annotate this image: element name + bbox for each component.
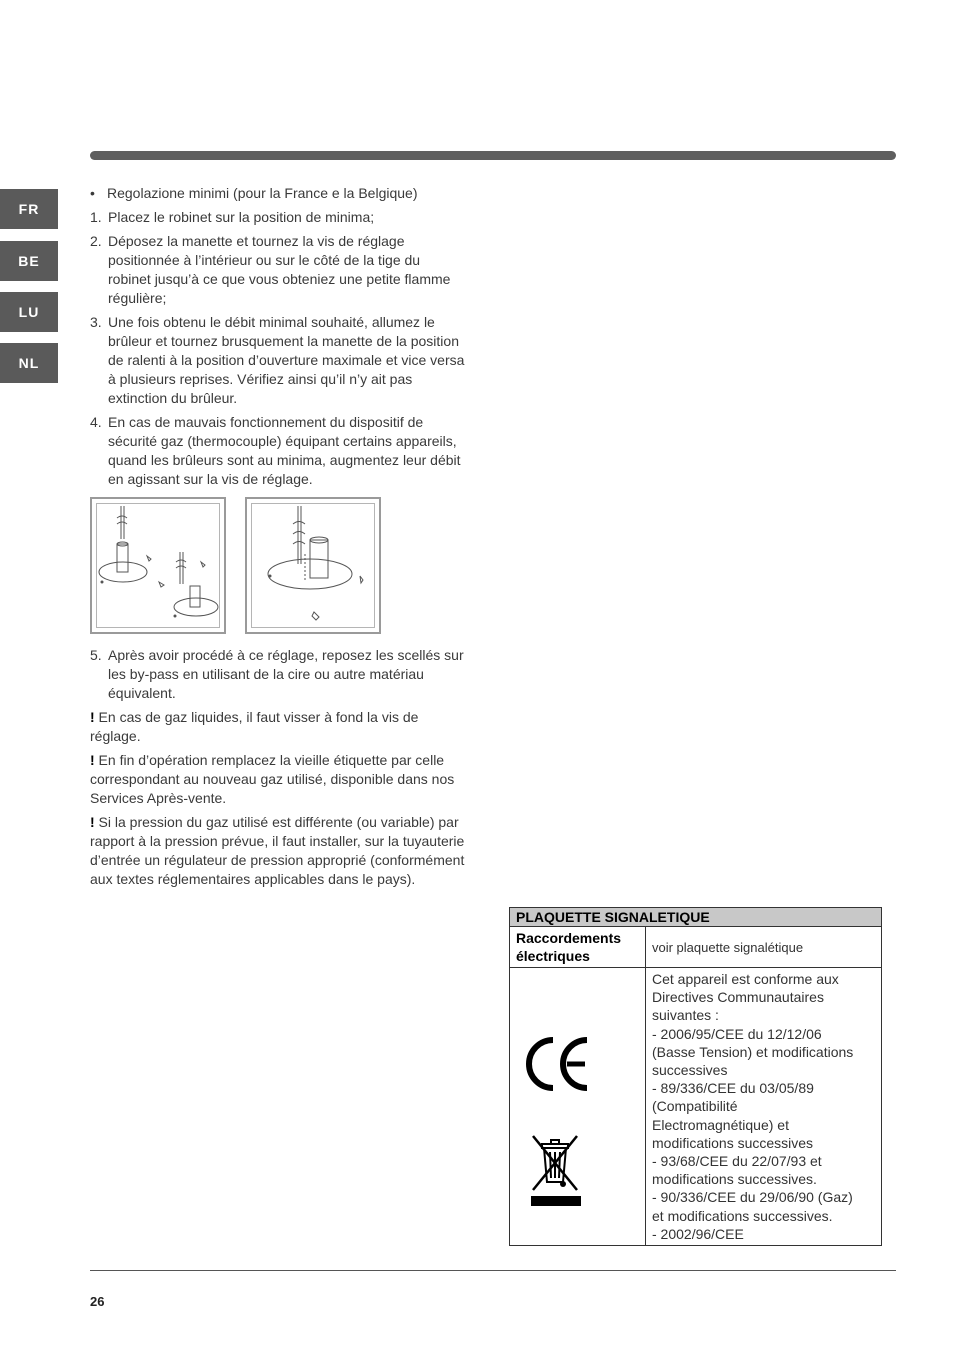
note-liquid-gas bbox=[90, 708, 465, 746]
lang-tab-fr[interactable]: FR bbox=[0, 189, 58, 229]
plate-title: PLAQUETTE SIGNALETIQUE bbox=[510, 908, 882, 927]
compliance-line: et modifications successives. bbox=[652, 1207, 833, 1224]
compliance-line: suivantes : bbox=[652, 1007, 719, 1024]
step-2 bbox=[90, 232, 465, 308]
intro-text: Regolazione minimi (pour la France e la Belgique) bbox=[107, 185, 418, 201]
step-4 bbox=[90, 413, 465, 489]
electrical-label-1: Raccordements bbox=[516, 930, 622, 946]
step-number: 3. bbox=[90, 314, 102, 330]
ce-mark-icon bbox=[523, 1034, 593, 1094]
step-number: 5. bbox=[90, 647, 102, 663]
compliance-line: - 89/336/CEE du 03/05/89 bbox=[652, 1080, 814, 1097]
note-label bbox=[90, 751, 465, 808]
note-pressure bbox=[90, 813, 465, 889]
step-text: En cas de mauvais fonctionnement du dispositif de sécurité gaz (thermocouple) équipant certains appareils, quand les brûleurs sont au minima, augmentez leur débit en agissant sur la vis de réglage. bbox=[108, 414, 461, 487]
rating-plate-table bbox=[509, 907, 882, 1246]
step-number: 1. bbox=[90, 209, 102, 225]
warning-mark: ! bbox=[90, 814, 95, 830]
note-text: Si la pression du gaz utilisé est différente (ou variable) par rapport à la pression prévue, il faut installer, sur la tuyauterie d’entrée un régulateur de pression approprié (conformément aux textes réglementaires applicables dans le pays). bbox=[90, 814, 465, 887]
top-rule bbox=[90, 151, 896, 160]
step-text: Après avoir procédé à ce réglage, reposez les scellés sur les by-pass en utilisant de la cire ou autre matériau équivalent. bbox=[108, 647, 464, 701]
page-number: 26 bbox=[90, 1294, 105, 1309]
compliance-line: successives bbox=[652, 1062, 728, 1079]
burner-screwdriver-icon bbox=[97, 504, 223, 631]
note-text: En fin d’opération remplacez la vieille étiquette par celle correspondant au nouveau gaz utilisé, disponible dans nos Services Après-vente. bbox=[90, 752, 455, 806]
lang-tab-be[interactable]: BE bbox=[0, 241, 58, 281]
compliance-cell bbox=[646, 968, 882, 1246]
compliance-line: - 93/68/CEE du 22/07/93 et bbox=[652, 1153, 822, 1170]
compliance-line: - 2006/95/CEE du 12/12/06 bbox=[652, 1025, 822, 1042]
instructions-top bbox=[90, 184, 465, 494]
lang-tab-lu[interactable]: LU bbox=[0, 292, 58, 332]
compliance-line: Cet appareil est conforme aux bbox=[652, 971, 839, 987]
step-text: Placez le robinet sur la position de minima; bbox=[108, 209, 375, 225]
electrical-label-2: électriques bbox=[516, 948, 590, 964]
compliance-line: - 2002/96/CEE bbox=[652, 1225, 744, 1242]
compliance-line: (Compatibilité bbox=[652, 1098, 738, 1115]
compliance-line: - 90/336/CEE du 29/06/90 (Gaz) bbox=[652, 1189, 853, 1206]
step-text: Une fois obtenu le débit minimal souhaité, allumez le brûleur et tournez brusquement la manette de la position de ralenti à la position d’ouverture maximale et vice versa à plusieurs reprises. Vérifiez ainsi qu’il n’y ait pas extinction du brûleur. bbox=[108, 314, 465, 406]
note-text: En cas de gaz liquides, il faut visser à fond la vis de réglage. bbox=[90, 709, 419, 744]
compliance-line: Electromagnétique) et bbox=[652, 1116, 789, 1133]
electrical-label-cell bbox=[510, 927, 646, 968]
compliance-line: Directives Communautaires bbox=[652, 989, 824, 1006]
step-5 bbox=[90, 646, 465, 703]
logo-cell bbox=[510, 968, 646, 1246]
step-text: Déposez la manette et tournez la vis de réglage positionnée à l’intérieur ou sur le côté de la tige du robinet jusqu’à ce que vous obteniez une petite flamme régulière; bbox=[108, 233, 451, 306]
burner-closeup-icon bbox=[252, 504, 378, 631]
weee-bin-icon bbox=[529, 1134, 583, 1210]
electrical-value: voir plaquette signalétique bbox=[646, 927, 882, 968]
intro-bullet: • Regolazione minimi (pour la France e la Belgique) bbox=[90, 185, 418, 201]
instructions-bottom bbox=[90, 646, 465, 894]
burner-adjust-illustration-2 bbox=[245, 497, 381, 634]
warning-mark: ! bbox=[90, 709, 95, 725]
step-number: 2. bbox=[90, 233, 102, 249]
step-1 bbox=[90, 208, 465, 227]
lang-tab-nl[interactable]: NL bbox=[0, 343, 58, 383]
compliance-line: modifications successives bbox=[652, 1134, 814, 1151]
compliance-line: (Basse Tension) et modifications bbox=[652, 1043, 854, 1060]
compliance-line: modifications successives. bbox=[652, 1171, 817, 1188]
step-3 bbox=[90, 313, 465, 408]
warning-mark: ! bbox=[90, 752, 95, 768]
bottom-rule bbox=[90, 1270, 896, 1271]
burner-adjust-illustration-1 bbox=[90, 497, 226, 634]
step-number: 4. bbox=[90, 414, 102, 430]
